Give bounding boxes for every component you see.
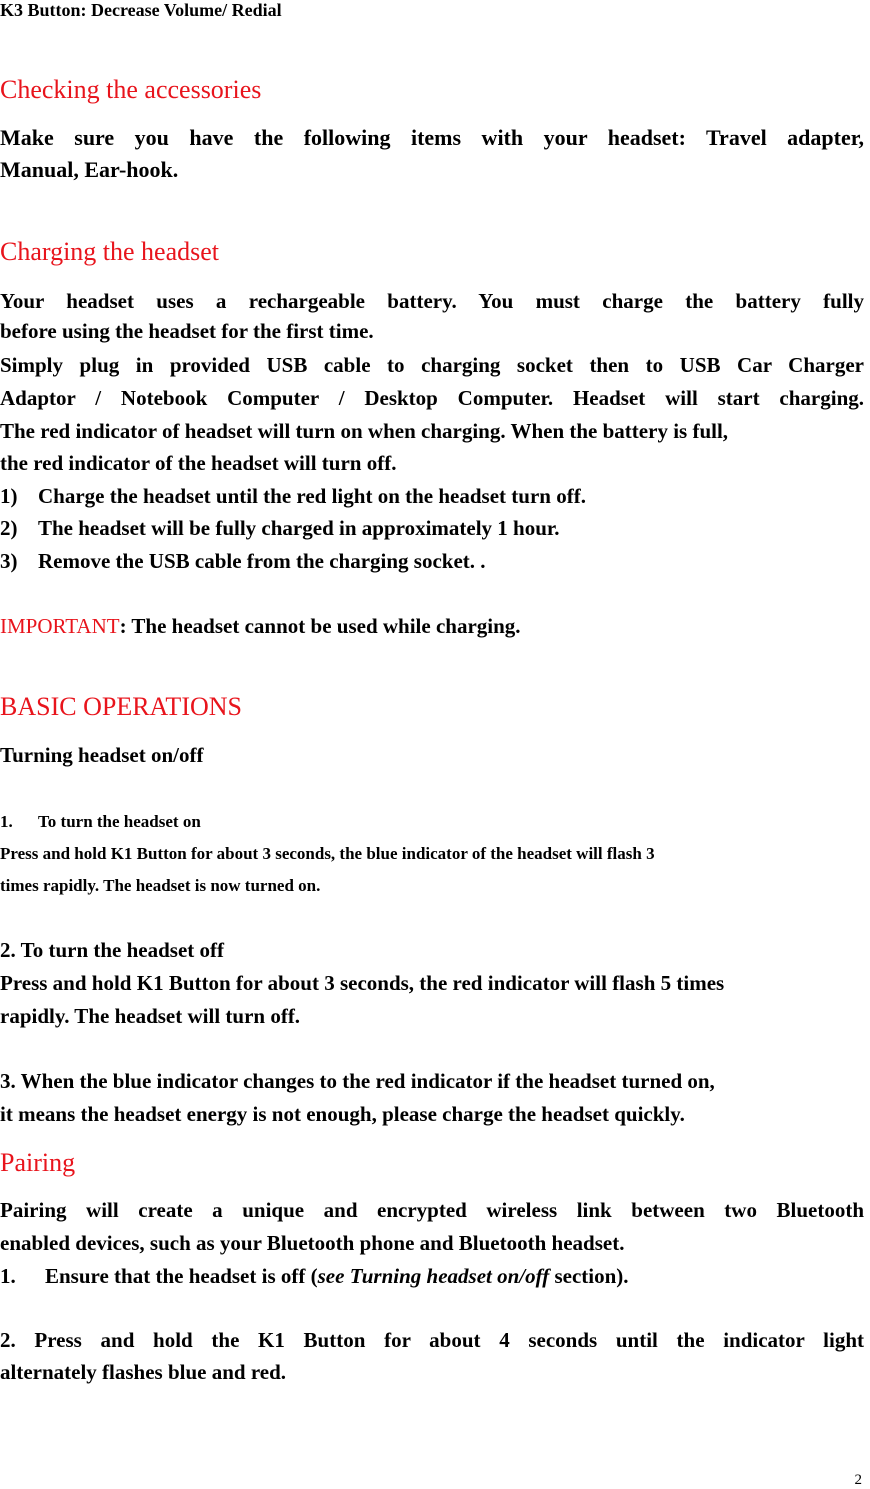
accessories-line-1: Make sure you have the following items with your headset: Travel adapter, (0, 125, 864, 150)
important-text: : The headset cannot be used while charging. (119, 614, 521, 638)
charging-line-1: Your headset uses a rechargeable battery. You must charge the battery fully (0, 289, 864, 313)
pairing-heading: Pairing (0, 1148, 76, 1177)
low-energy-note-line-2: it means the headset energy is not enough, please charge the headset quickly. (0, 1102, 685, 1126)
charging-heading: Charging the headset (0, 237, 220, 266)
charging-line-5: The red indicator of headset will turn on when charging. When the battery is full, (0, 419, 729, 443)
turn-on-line-2: times rapidly. The headset is now turned on. (0, 876, 321, 895)
step-text: Ensure that the headset is off (see Turning headset on/off section). (45, 1264, 629, 1288)
page-header: K3 Button: Decrease Volume/ Redial (0, 0, 282, 20)
turn-on-line-1: Press and hold K1 Button for about 3 seconds, the blue indicator of the headset will flash 3 (0, 844, 655, 863)
charging-line-4: Adaptor / Notebook Computer / Desktop Computer. Headset will start charging. (0, 386, 864, 410)
pairing-step-2-line-2: alternately flashes blue and red. (0, 1360, 287, 1384)
turn-off-line-2: rapidly. The headset will turn off. (0, 1004, 301, 1028)
accessories-heading: Checking the accessories (0, 75, 262, 104)
pairing-step-2-line-1: 2. Press and hold the K1 Button for about 4 seconds until the indicator light (0, 1328, 864, 1352)
step-number: 1) (0, 484, 18, 508)
item-number: 1. (0, 812, 13, 831)
section-reference: see Turning headset on/off (317, 1264, 550, 1288)
step-text: Remove the USB cable from the charging socket. . (38, 549, 486, 573)
basic-operations-heading: BASIC OPERATIONS (0, 692, 242, 721)
low-energy-note-line-1: 3. When the blue indicator changes to the red indicator if the headset turned on, (0, 1069, 715, 1093)
important-note (0, 616, 864, 637)
step-number: 2) (0, 516, 18, 540)
page-number: 2 (854, 1472, 862, 1488)
important-label: IMPORTANT (0, 614, 120, 638)
charging-line-2: before using the headset for the first time. (0, 319, 374, 343)
turn-off-line-1: Press and hold K1 Button for about 3 seconds, the red indicator will flash 5 times (0, 971, 725, 995)
pairing-line-1: Pairing will create a unique and encrypted wireless link between two Bluetooth (0, 1198, 864, 1222)
turn-off-title: 2. To turn the headset off (0, 938, 225, 962)
step-text: The headset will be fully charged in approximately 1 hour. (38, 516, 560, 540)
charging-line-6: the red indicator of the headset will turn off. (0, 451, 397, 475)
accessories-line-2: Manual, Ear-hook. (0, 157, 179, 182)
turning-on-off-subheading: Turning headset on/off (0, 743, 204, 767)
charging-line-3: Simply plug in provided USB cable to charging socket then to USB Car Charger (0, 353, 864, 377)
step-number: 3) (0, 549, 18, 573)
step-number: 1. (0, 1264, 16, 1288)
item-title: To turn the headset on (38, 812, 201, 831)
step-text: Charge the headset until the red light on the headset turn off. (38, 484, 586, 508)
pairing-line-2: enabled devices, such as your Bluetooth phone and Bluetooth headset. (0, 1231, 625, 1255)
